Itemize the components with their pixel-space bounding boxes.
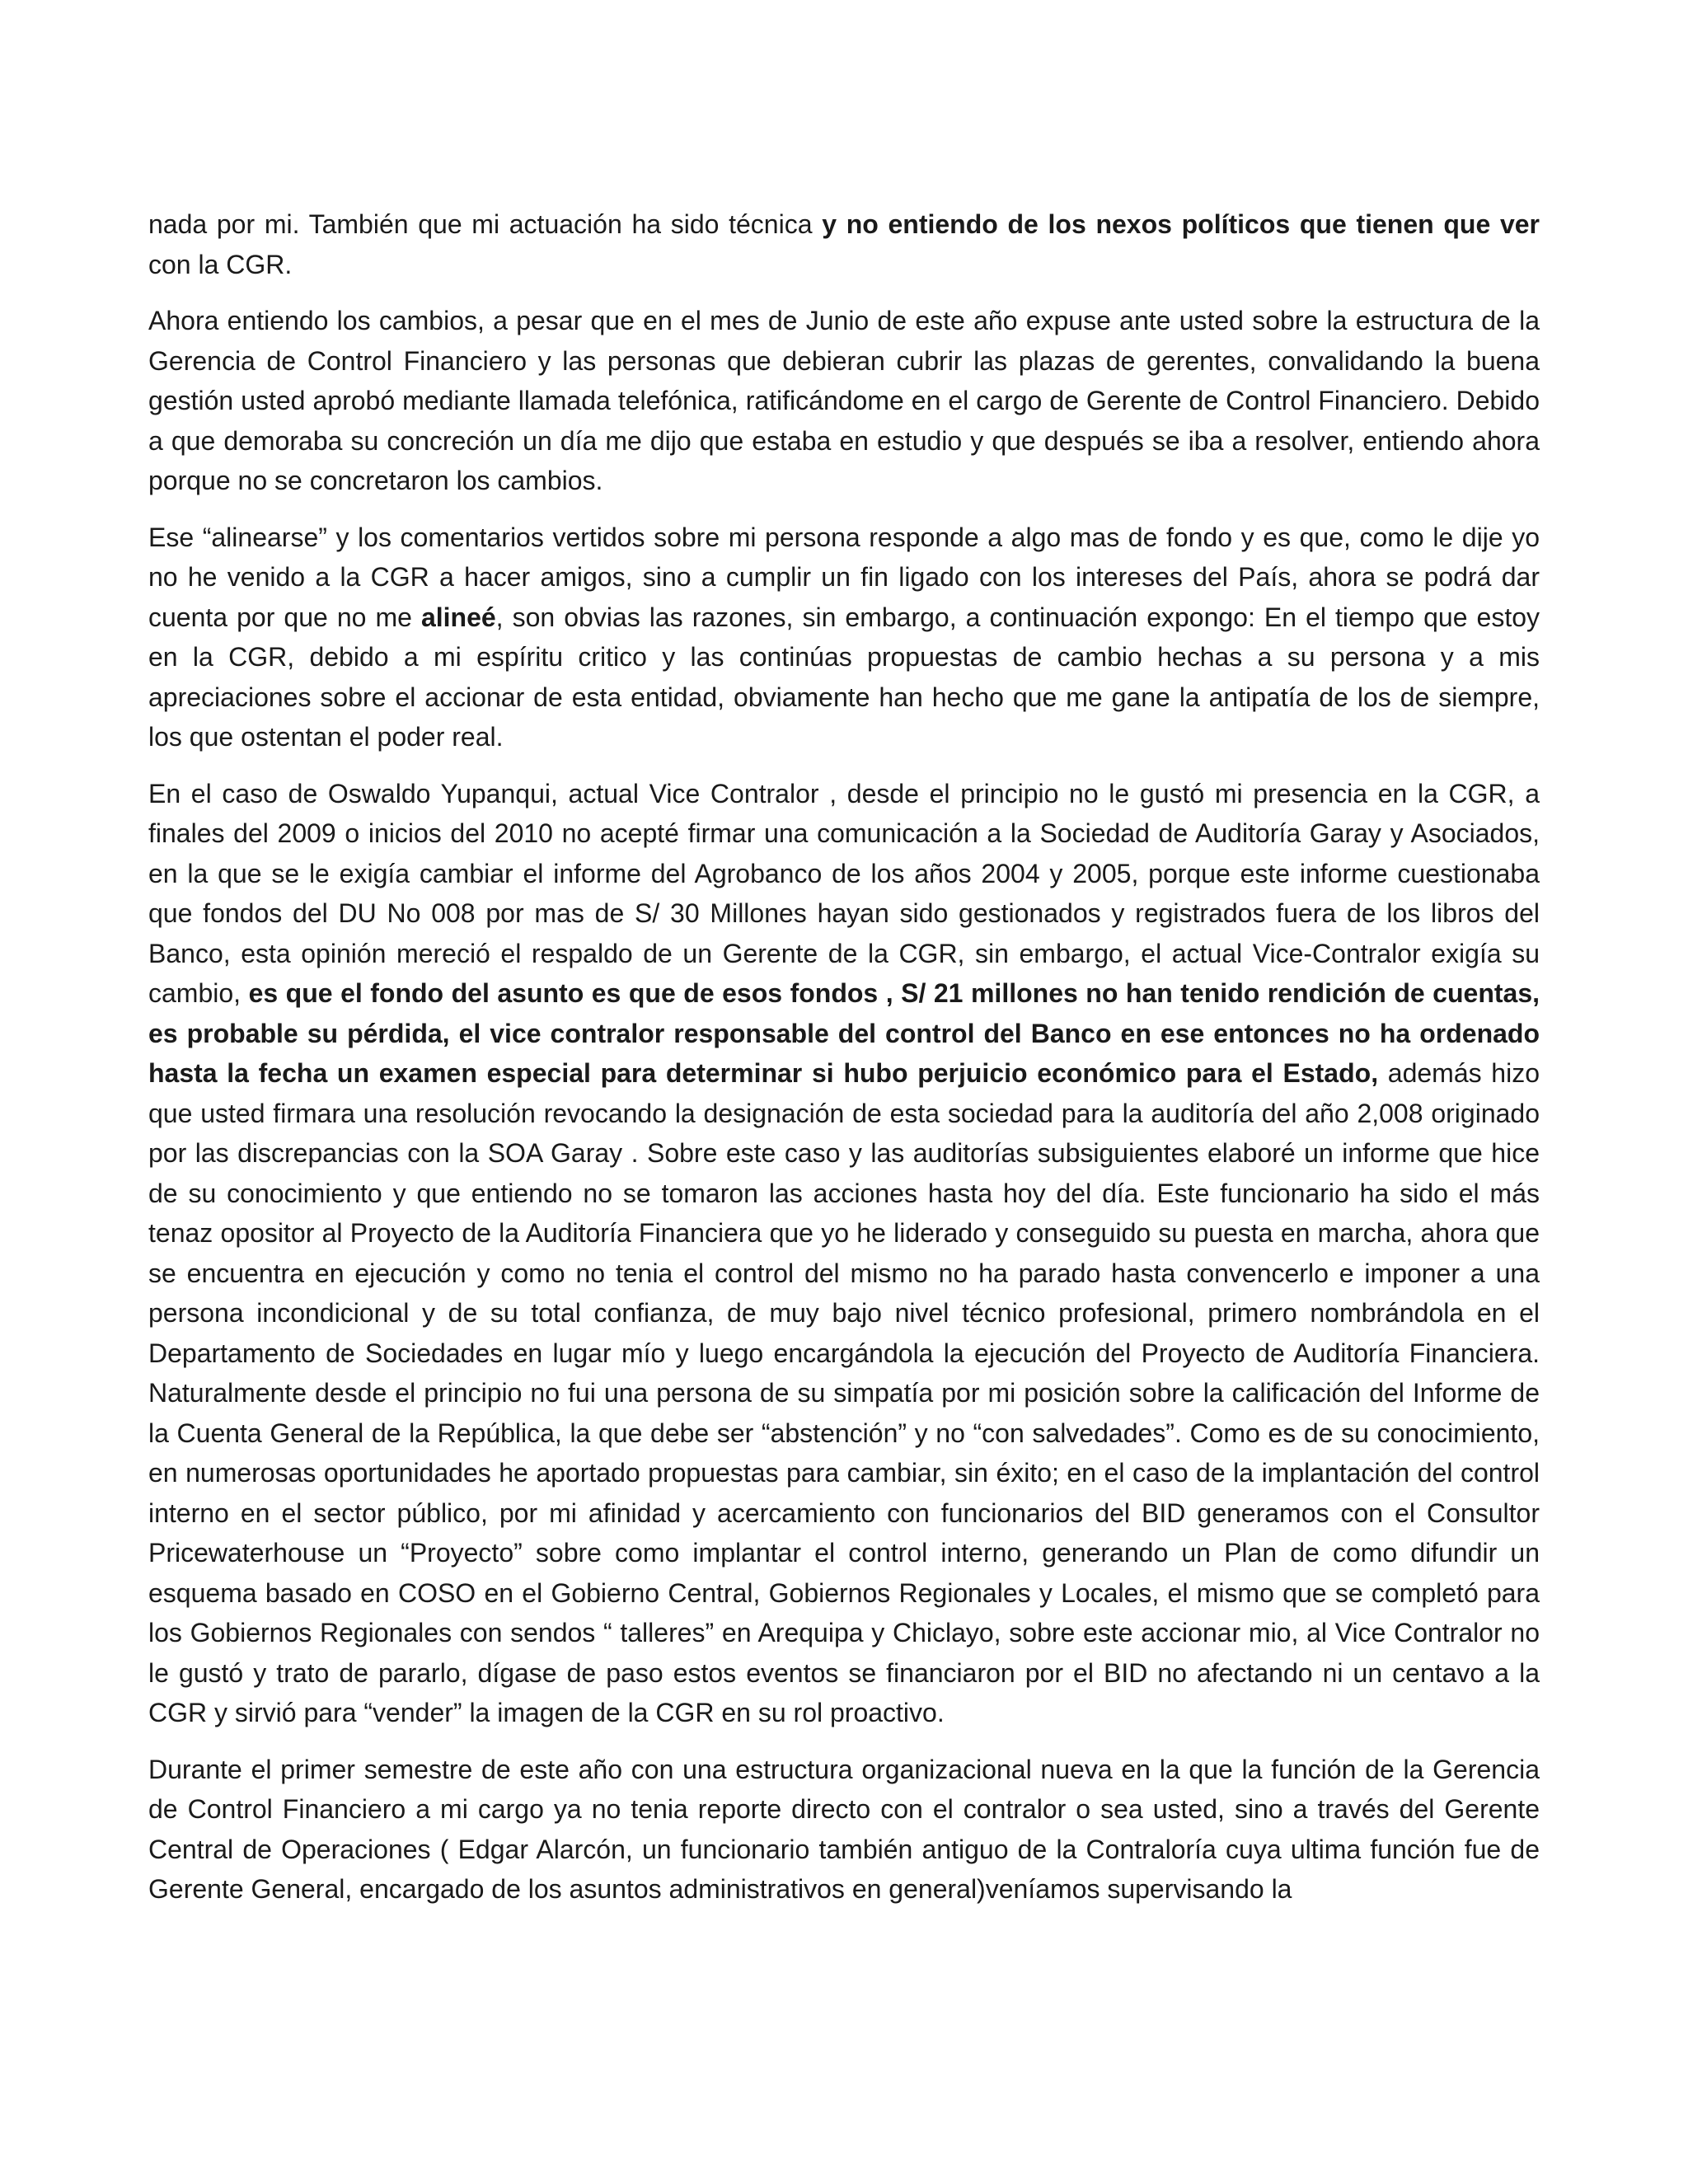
paragraph-5 <box>148 1750 1540 1910</box>
paragraph-4-run-3: además hizo que usted firmara una resolución revocando la designación de esta sociedad para la auditoría del año 2,008 originado por las discrepancias con la SOA Garay . Sobre este caso y las auditorías subsiguientes elaboré un informe que hice de su conocimiento y que entiendo no se tomaron las acciones hasta hoy del día. Este funcionario ha sido el más tenaz opositor al Proyecto de la Auditoría Financiera que yo he liderado y conseguido su puesta en marcha, ahora que se encuentra en ejecución y como no tenia el control del mismo no ha parado hasta convencerlo e imponer a una persona incondicional y de su total confianza, de muy bajo nivel técnico profesional, primero nombrándola en el Departamento de Sociedades en lugar mío y luego encargándola la ejecución del Proyecto de Auditoría Financiera. Naturalmente desde el principio no fui una persona de su simpatía por mi posición sobre la calificación del Informe de la Cuenta General de la República, la que debe ser “abstención” y no “con salvedades”. Como es de su conocimiento, en numerosas oportunidades he aportado propuestas para cambiar, sin éxito; en el caso de la implantación del control interno en el sector público, por mi afinidad y acercamiento con funcionarios del BID generamos con el Consultor Pricewaterhouse un “Proyecto” sobre como implantar el control interno, generando un Plan de como difundir un esquema basado en COSO en el Gobierno Central, Gobiernos Regionales y Locales, el mismo que se completó para los Gobiernos Regionales con sendos “ talleres” en Arequipa y Chiclayo, sobre este accionar mio, al Vice Contralor no le gustó y trato de pararlo, dígase de paso estos eventos se financiaron por el BID no afectando ni un centavo a la CGR y sirvió para “vender” la imagen de la CGR en su rol proactivo. <box>148 1058 1540 1727</box>
paragraph-3-run-1: Ese “alinearse” y los comentarios vertidos sobre mi persona responde a algo mas de fondo y es que, como le dije yo no he venido a la CGR a hacer amigos, sino a cumplir un fin ligado con los intereses del País, ahora se podrá dar cuenta por que no me <box>148 522 1540 632</box>
paragraph-3-run-2-bold: alineé <box>420 602 496 632</box>
paragraph-1-run-1: nada por mi. También que mi actuación ha sido técnica <box>148 209 823 239</box>
paragraph-1 <box>148 204 1540 284</box>
document-body <box>148 204 1540 1926</box>
paragraph-1-run-2-bold: y no entiendo de los nexos políticos que tienen que ver <box>822 209 1540 239</box>
paragraph-2 <box>148 301 1540 501</box>
paragraph-5-run-1: Durante el primer semestre de este año con una estructura organizacional nueva en la que la función de la Gerencia de Control Financiero a mi cargo ya no tenia reporte directo con el contralor o sea usted, sino a través del Gerente Central de Operaciones ( Edgar Alarcón, un funcionario también antiguo de la Contraloría cuya ultima función fue de Gerente General, encargado de los asuntos administrativos en general)veníamos supervisando la <box>148 1754 1540 1904</box>
paragraph-1-run-3: con la CGR. <box>148 249 293 279</box>
paragraph-3 <box>148 518 1540 757</box>
paragraph-4-run-2-bold: es que el fondo del asunto es que de esos fondos , S/ 21 millones no han tenido rendición de cuentas, es probable su pérdida, el vice contralor responsable del control del Banco en ese entonces no ha ordenado hasta la fecha un examen especial para determinar si hubo perjuicio económico para el Estado, <box>148 978 1540 1088</box>
paragraph-4 <box>148 774 1540 1733</box>
paragraph-3-run-3: , son obvias las razones, sin embargo, a continuación expongo: En el tiempo que estoy en la CGR, debido a mi espíritu critico y las continúas propuestas de cambio hechas a su persona y a mis apreciaciones sobre el accionar de esta entidad, obviamente han hecho que me gane la antipatía de los de siempre, los que ostentan el poder real. <box>148 602 1540 752</box>
paragraph-2-run-1: Ahora entiendo los cambios, a pesar que en el mes de Junio de este año expuse ante usted sobre la estructura de la Gerencia de Control Financiero y las personas que debieran cubrir las plazas de gerentes, convalidando la buena gestión usted aprobó mediante llamada telefónica, ratificándome en el cargo de Gerente de Control Financiero. Debido a que demoraba su concreción un día me dijo que estaba en estudio y que después se iba a resolver, entiendo ahora porque no se concretaron los cambios. <box>148 306 1540 495</box>
paragraph-4-run-1: En el caso de Oswaldo Yupanqui, actual Vice Contralor , desde el principio no le gustó mi presencia en la CGR, a finales del 2009 o inicios del 2010 no acepté firmar una comunicación a la Sociedad de Auditoría Garay y Asociados, en la que se le exigía cambiar el informe del Agrobanco de los años 2004 y 2005, porque este informe cuestionaba que fondos del DU No 008 por mas de S/ 30 Millones hayan sido gestionados y registrados fuera de los libros del Banco, esta opinión mereció el respaldo de un Gerente de la CGR, sin embargo, el actual Vice-Contralor exigía su cambio, <box>148 778 1540 1008</box>
